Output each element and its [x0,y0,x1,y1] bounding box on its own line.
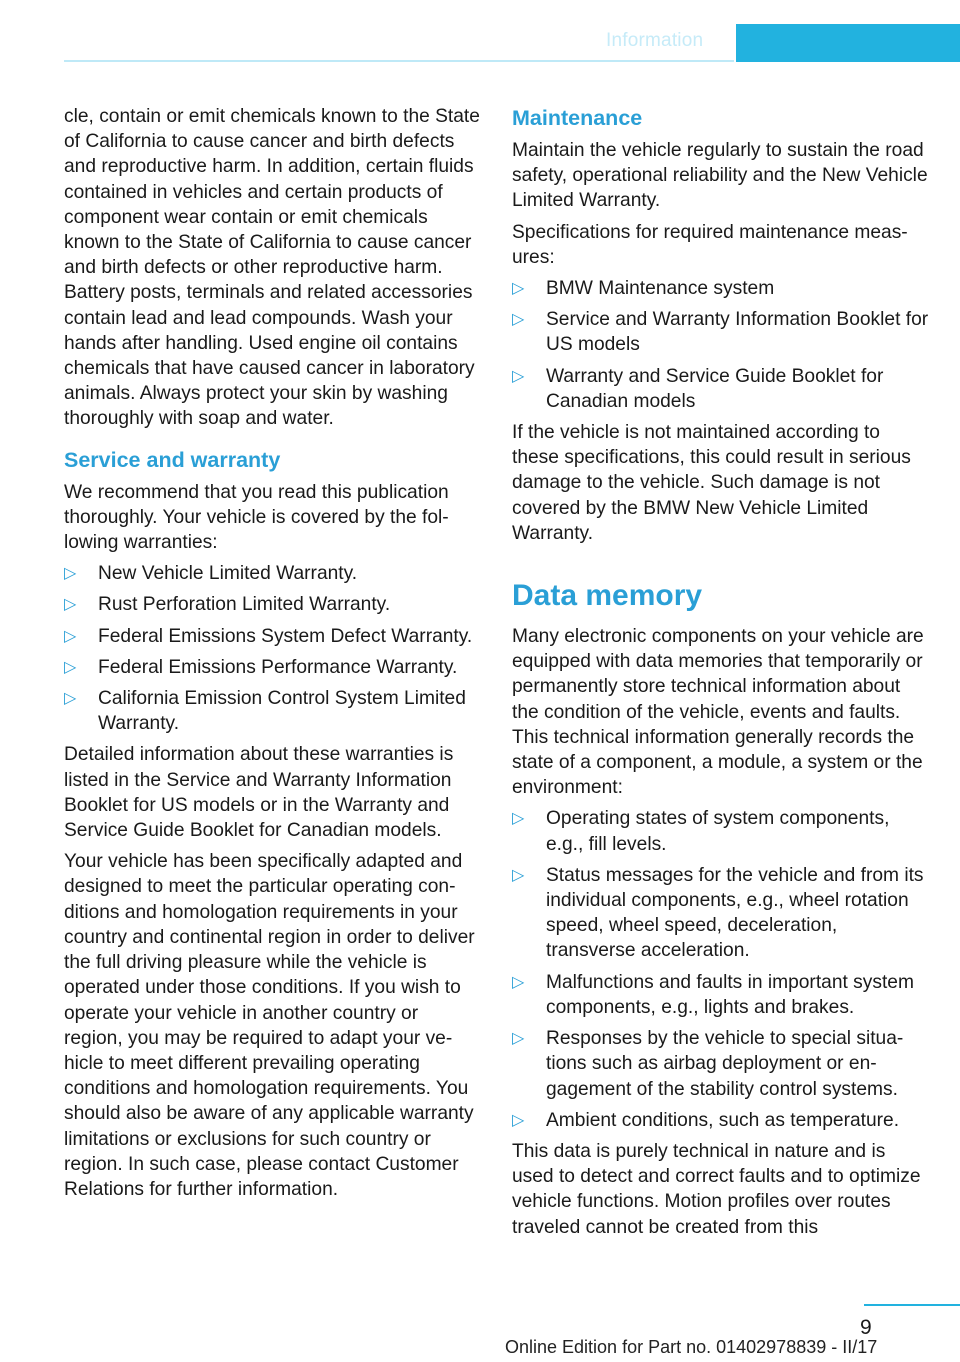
list-item-text: Warranty and Service Guide Booklet for Canadian models [546,365,884,412]
list-item [512,863,932,964]
bullet-triangle-icon: ▷ [512,973,525,991]
maintenance-warning: If the vehicle is not maintained according to these specifications, this could result in serious damage to the vehicle. Such damage is not covered by the BMW New Vehicle Limited Warranty. [512,422,911,544]
service-warranty-heading: Service and warranty [64,447,281,472]
maintenance-heading: Maintenance [512,106,643,130]
bullet-triangle-icon: ▷ [64,690,77,708]
intro-paragraph: cle, contain or emit chemicals known to the State of California to cause cancer and birth defects and reproductive harm. In addition, certain fluids contained in vehicles and certain products of component wear contain or emit chemicals known to the State of California to cause cancer and birth defects or other reproductive harm. Battery posts, terminals and related accessories contain lead and lead compounds. Wash your hands after handling. Used engine oil contains chemicals that have caused cancer in laboratory animals. Always protect your skin by washing thoroughly with soap and water. [64,106,480,430]
bullet-triangle-icon: ▷ [512,1030,525,1048]
bullet-triangle-icon: ▷ [512,810,525,828]
data-closing: This data is purely technical in nature and is used to detect and correct faults and to optimize vehicle functions. Motion profiles over routes traveled cannot be created from this [512,1140,921,1238]
service-intro: We recommend that you read this publication thoroughly. Your vehicle is covered by the following warranties: [64,481,449,554]
left-column [64,104,482,1208]
list-item [64,686,482,736]
list-item-text: Rust Perforation Limited Warranty. [98,594,391,616]
warranty-list [64,561,482,736]
list-item [512,1026,932,1102]
data-memory-intro: Many electronic components on your vehicle are equipped with data memories that temporarily or permanently store technical information about the condition of the vehicle, events and faults. This technical information generally records the state of a component, a module, a system or the environment: [512,626,924,799]
list-item-text: New Vehicle Limited Warranty. [98,563,358,585]
list-item [64,561,482,586]
list-item-text: Federal Emissions System Defect Warranty. [98,625,473,647]
list-item-text: Federal Emissions Performance Warranty. [98,656,458,678]
list-item [512,1108,932,1133]
bullet-triangle-icon: ▷ [64,627,77,645]
maintenance-list [512,276,932,414]
list-item [64,655,482,680]
bullet-triangle-icon: ▷ [64,596,77,614]
header-rule [64,60,734,62]
page-number: 9 [860,1316,872,1339]
bullet-triangle-icon: ▷ [512,311,525,329]
list-item-text: California Emission Control System Limited Warranty. [98,688,466,735]
list-item-text: Status messages for the vehicle and from its individual components, e.g., wheel rotation speed, wheel speed, deceleration, transverse acceleration. [546,864,924,962]
list-item [512,276,932,301]
header-tab [736,24,960,62]
maintenance-intro: Maintain the vehicle regularly to sustain the road safety, operational reliability and the New Vehicle Limited Warranty. [512,140,928,212]
list-item-text: Service and Warranty Information Booklet for US models [546,309,929,356]
list-item-text: Operating states of system components, e.g., fill levels. [546,808,890,855]
bullet-triangle-icon: ▷ [512,280,525,298]
bullet-triangle-icon: ▷ [64,565,77,583]
list-item [512,364,932,414]
data-memory-heading: Data memory [512,579,703,613]
warranty-details: Detailed information about these warranties is listed in the Service and Warranty Information Booklet for US models or in the Warranty and Service Guide Booklet for Canadian models. [64,744,454,842]
list-item-text: Malfunctions and faults in important system components, e.g., lights and brakes. [546,971,914,1018]
adaptation-paragraph: Your vehicle has been specifically adapted and designed to meet the particular operating conditions and homologation requirements in your country and continental region in order to deliver the full driving pleasure while the vehicle is operated under those conditions. If you wish to operate your vehicle in another country or region, you may be required to adapt your vehicle to meet different prevailing operating conditions and homologation requirements. You should also be aware of any applicable warranty limitations or exclusions for such country or region. In such case, please contact Customer Relations for further information. [64,851,475,1200]
bullet-triangle-icon: ▷ [512,866,525,884]
list-item [512,806,932,856]
list-item-text: Ambient conditions, such as temperature. [546,1109,900,1131]
list-item-text: BMW Maintenance system [546,278,775,300]
specs-intro: Specifications for required maintenance measures: [512,221,908,268]
bullet-triangle-icon: ▷ [512,1111,525,1129]
data-memory-list [512,806,932,1132]
list-item [512,307,932,357]
footer-edition: Online Edition for Part no. 01402978839 - II/17 [505,1337,878,1357]
bullet-triangle-icon: ▷ [512,367,525,385]
section-title: Information [606,30,704,51]
footer-rule [864,1304,960,1306]
list-item [64,624,482,649]
right-column [512,104,932,1246]
list-item-text: Responses by the vehicle to special situations such as airbag deployment or engagement of the stability control systems. [546,1028,904,1100]
list-item [512,970,932,1020]
list-item [64,592,482,617]
bullet-triangle-icon: ▷ [64,658,77,676]
